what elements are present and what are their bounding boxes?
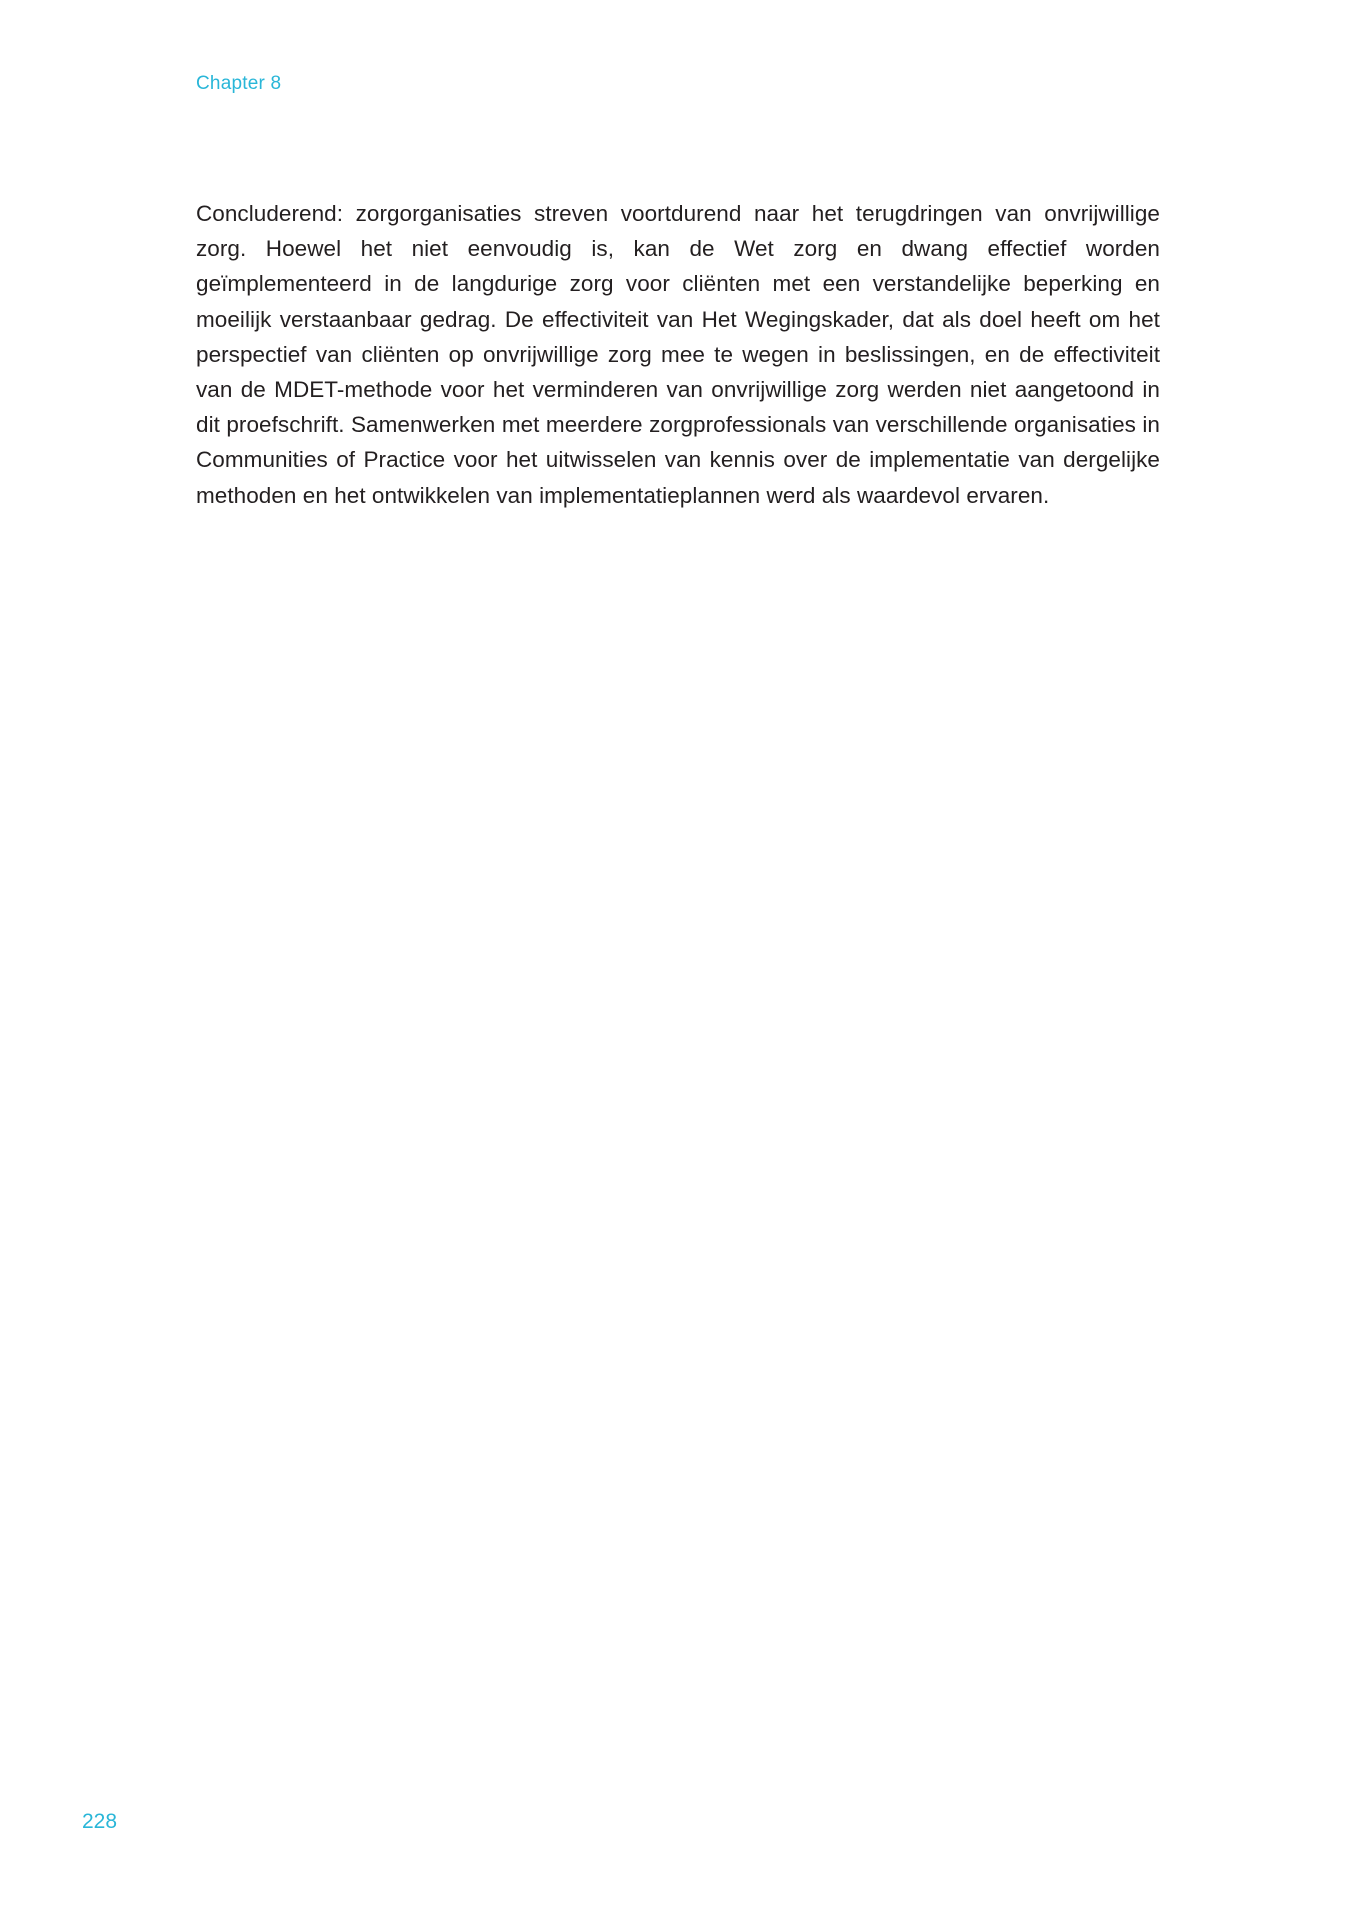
page-number: 228	[82, 1810, 118, 1833]
body-paragraph: Concluderend: zorgorganisaties streven voortdurend naar het terugdringen van onvrijwillige zorg. Hoewel het niet eenvoudig is, kan de Wet zorg en dwang effectief worden geïmplementeerd in de langdurige zorg voor cliënten met een verstandelijke beperking en moeilijk verstaanbaar gedrag. De effectiviteit van Het Wegingskader, dat als doel heeft om het perspectief van cliënten op onvrijwillige zorg mee te wegen in beslissingen, en de effectiviteit van de MDET-methode voor het verminderen van onvrijwillige zorg werden niet aangetoond in dit proefschrift. Samenwerken met meerdere zorgprofessionals van verschillende organisaties in Communities of Practice voor het uitwisselen van kennis over de implementatie van dergelijke methoden en het ontwikkelen van implementatieplannen werd als waardevol ervaren.	[196, 201, 1160, 508]
running-head-chapter: Chapter 8	[196, 73, 282, 94]
body-text-block	[196, 196, 1160, 513]
